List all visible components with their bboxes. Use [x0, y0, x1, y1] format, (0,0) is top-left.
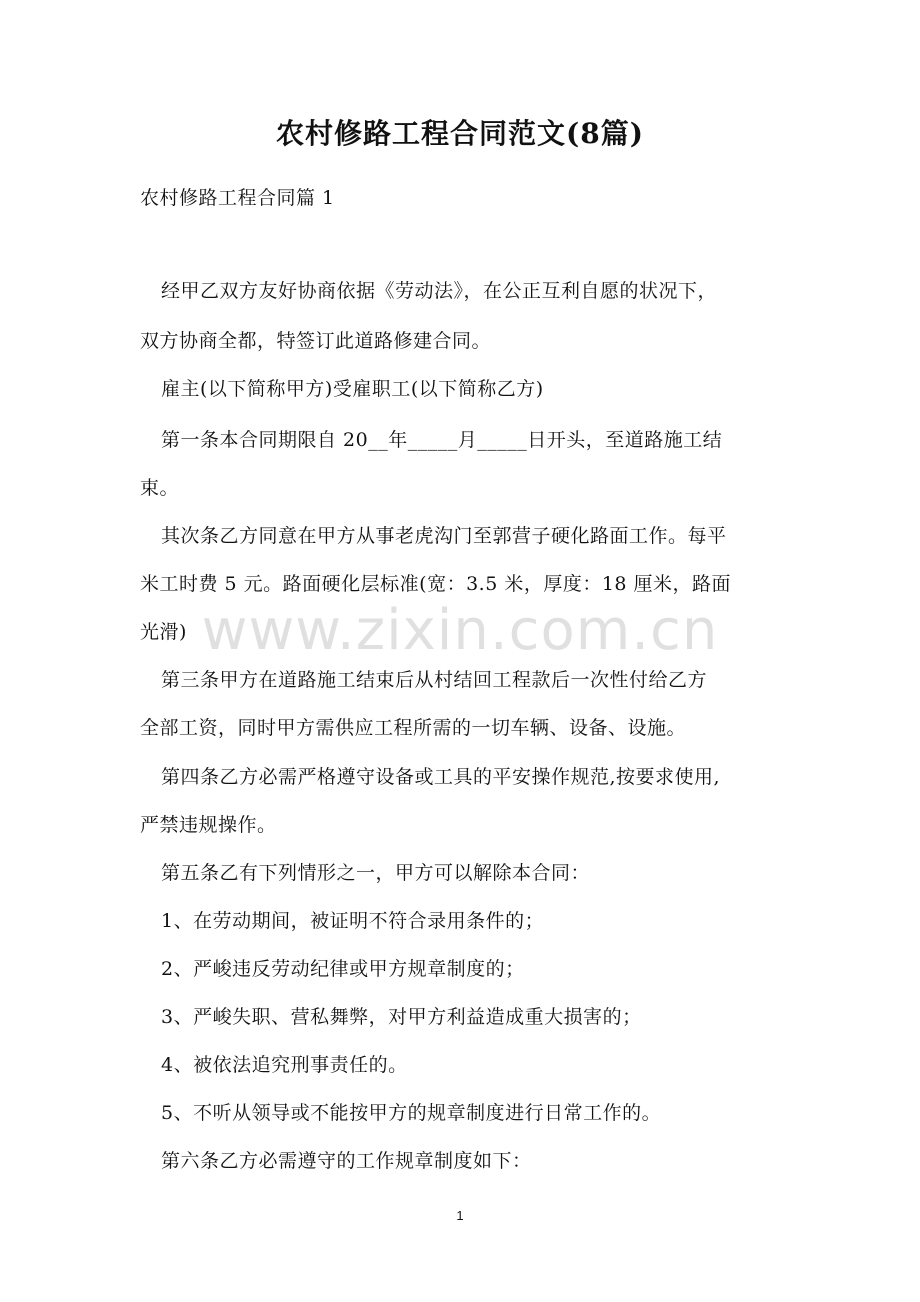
list-item: 2、严峻违反劳动纪律或甲方规章制度的；: [161, 958, 525, 980]
list-item: 3、严峻失职、营私舞弊，对甲方利益造成重大损害的；: [161, 1006, 642, 1028]
list-item: 4、被依法追究刑事责任的。: [161, 1054, 408, 1076]
paragraph-line: 严禁违规操作。: [140, 814, 277, 836]
paragraph-line: 全部工资，同时甲方需供应工程所需的一切车辆、设备、设施。: [140, 717, 687, 739]
watermark: www.zixin.com.cn: [201, 598, 719, 663]
paragraph-line: 经甲乙双方友好协商依据《劳动法》，在公正互利自愿的状况下，: [161, 280, 718, 302]
paragraph-line: 第三条甲方在道路施工结束后从村结回工程款后一次性付给乙方: [161, 669, 708, 691]
paragraph-line: 第五条乙有下列情形之一，甲方可以解除本合同：: [161, 862, 591, 884]
paragraph-line: 其次条乙方同意在甲方从事老虎沟门至郭营子硬化路面工作。每平: [161, 525, 727, 547]
document-title: 农村修路工程合同范文(8篇): [276, 117, 644, 150]
list-item: 1、在劳动期间，被证明不符合录用条件的；: [161, 910, 545, 932]
paragraph-line: 第四条乙方必需严格遵守设备或工具的平安操作规范,按要求使用,: [161, 766, 721, 788]
paragraph-line: 双方协商全都，特签订此道路修建合同。: [140, 330, 492, 352]
paragraph-line: 第六条乙方必需遵守的工作规章制度如下：: [161, 1150, 532, 1172]
paragraph-line: 第一条本合同期限自 20__年_____月_____日开头，至道路施工结: [161, 429, 723, 451]
paragraph-line: 光滑): [140, 621, 187, 643]
page-number: 1: [456, 1208, 464, 1223]
paragraph-line: 束。: [140, 477, 180, 499]
section-heading: 农村修路工程合同篇 1: [140, 187, 335, 209]
paragraph-line: 雇主(以下简称甲方)受雇职工(以下简称乙方): [161, 378, 544, 400]
list-item: 5、不听从领导或不能按甲方的规章制度进行日常工作的。: [161, 1102, 662, 1124]
paragraph-line: 米工时费 5 元。路面硬化层标准(宽：3.5 米，厚度：18 厘米，路面: [140, 573, 732, 595]
